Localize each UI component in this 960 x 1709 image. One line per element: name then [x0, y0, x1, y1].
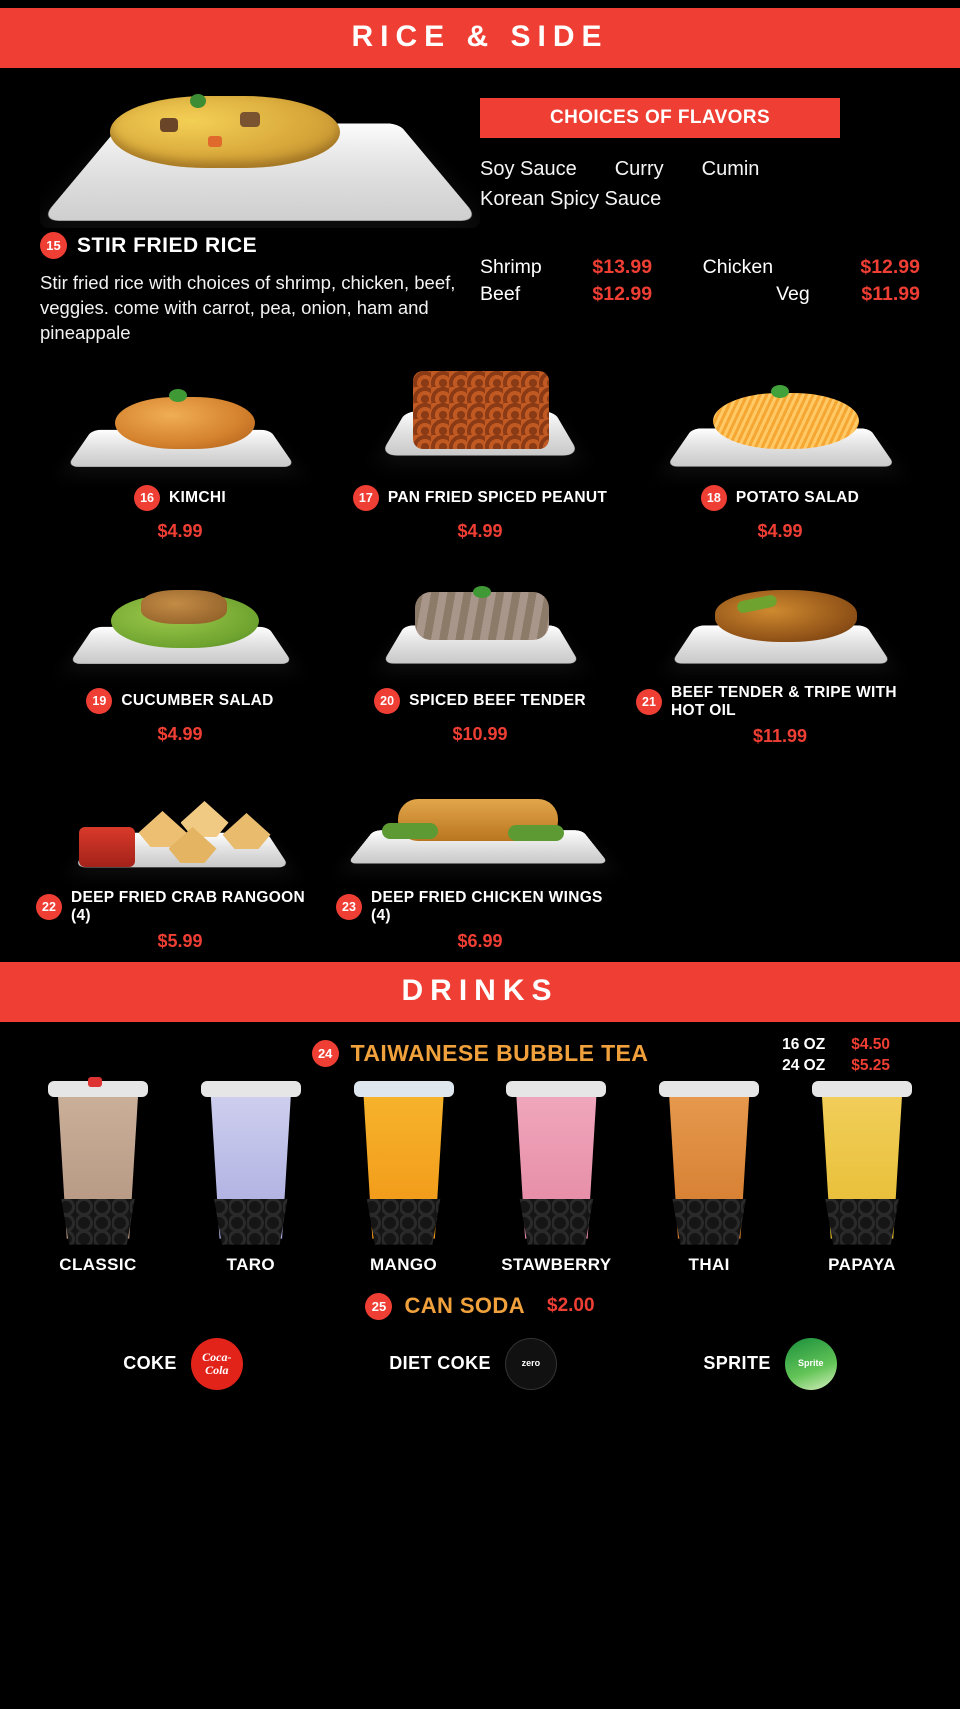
item-price: $4.99	[157, 724, 203, 745]
size-label-16oz: 16 OZ	[782, 1035, 826, 1053]
hero-price-grid	[480, 256, 920, 306]
price-value-veg: $11.99	[861, 283, 920, 305]
stir-fried-rice-photo	[40, 78, 480, 228]
flavor-option-cumin: Cumin	[701, 158, 760, 180]
item-price: $5.99	[157, 930, 203, 951]
price-value-shrimp: $13.99	[592, 256, 653, 278]
potato-salad-photo	[636, 355, 924, 475]
item-number-badge: 24	[312, 1040, 339, 1067]
item-price: $11.99	[752, 725, 808, 746]
bubble-tea-stawberry	[486, 1077, 626, 1275]
item-price: $4.99	[157, 521, 203, 542]
item-name: DEEP FRIED CHICKEN WINGS (4)	[371, 888, 603, 924]
section-banner-rice: RICE & SIDE	[0, 8, 960, 68]
menu-page	[0, 8, 960, 1709]
hero-item-description: Stir fried rice with choices of shrimp, chicken, beef, veggies. come with carrot, pea, onion, ham and pineappale	[40, 272, 456, 343]
chicken-wings-photo	[336, 763, 624, 883]
kimchi-photo	[36, 355, 324, 475]
coke-zero-logo-icon: zero	[505, 1338, 557, 1390]
item-name: CUCUMBER SALAD	[121, 692, 274, 710]
size-label-24oz: 24 OZ	[782, 1056, 826, 1074]
sprite-logo-icon: Sprite	[785, 1338, 837, 1390]
bubble-tea-mango	[334, 1077, 474, 1275]
item-number-badge: 20	[374, 688, 400, 714]
can-soda-price: $2.00	[547, 1295, 595, 1317]
flavor-label: CLASSIC	[59, 1254, 137, 1274]
bubble-tea-papaya	[792, 1077, 932, 1275]
hero-left-column	[40, 78, 480, 345]
bubble-tea-classic	[28, 1077, 168, 1275]
classic-cup-icon	[48, 1077, 148, 1245]
item-number-badge: 15	[40, 232, 67, 259]
menu-item-kimchi	[30, 351, 330, 552]
item-price: $4.99	[457, 521, 503, 542]
beef-tripe-photo	[636, 558, 924, 678]
cucumber-salad-photo	[36, 558, 324, 678]
soda-name: DIET COKE	[389, 1353, 491, 1374]
can-soda-title: CAN SODA	[404, 1293, 525, 1319]
menu-item-deep-fried-chicken-wings	[330, 759, 630, 962]
empty-cell	[630, 759, 930, 962]
can-soda-header	[0, 1293, 960, 1320]
menu-item-deep-fried-crab-rangoon	[30, 759, 330, 962]
flavor-option-korean-spicy-sauce: Korean Spicy Sauce	[480, 188, 662, 210]
item-number-badge: 19	[86, 688, 112, 714]
price-value-beef: $12.99	[592, 283, 653, 305]
stawberry-cup-icon	[506, 1077, 606, 1245]
flavor-label: THAI	[688, 1254, 730, 1274]
item-price: $10.99	[452, 724, 508, 745]
item-name: PAN FRIED SPICED PEANUT	[387, 489, 608, 507]
side-items-grid	[0, 345, 960, 961]
soda-name: COKE	[123, 1353, 177, 1374]
can-soda-options	[0, 1338, 960, 1404]
coke-logo-icon: Coca-Cola	[191, 1338, 243, 1390]
price-label-beef: Beef	[480, 283, 521, 305]
spiced-beef-tender-photo	[336, 558, 624, 678]
price-label-veg: Veg	[776, 283, 810, 305]
flavor-label: TARO	[226, 1254, 276, 1274]
flavors-list	[480, 154, 880, 214]
bubble-tea-title: TAIWANESE BUBBLE TEA	[350, 1039, 649, 1066]
bubble-tea-thai	[639, 1077, 779, 1275]
flavor-option-curry: Curry	[614, 158, 664, 180]
item-number-badge: 17	[353, 485, 379, 511]
item-number-badge: 18	[701, 485, 727, 511]
crab-rangoon-photo	[36, 763, 324, 883]
item-name: SPICED BEEF TENDER	[409, 692, 586, 710]
item-number-badge: 16	[134, 485, 160, 511]
item-number-badge: 22	[36, 894, 62, 920]
hero-item-name: STIR FRIED RICE	[77, 233, 258, 257]
item-name: POTATO SALAD	[735, 489, 860, 507]
mango-cup-icon	[354, 1077, 454, 1245]
bubble-tea-flavors	[0, 1067, 960, 1275]
bubble-tea-size-prices	[782, 1036, 890, 1075]
flavors-header: CHOICES OF FLAVORS	[480, 98, 840, 138]
section-banner-drinks: DRINKS	[0, 962, 960, 1022]
size-price-16oz: $4.50	[851, 1035, 890, 1053]
size-price-24oz: $5.25	[851, 1056, 890, 1074]
menu-item-cucumber-salad	[30, 554, 330, 757]
menu-item-spiced-beef-tender	[330, 554, 630, 757]
flavor-option-soy-sauce: Soy Sauce	[480, 158, 577, 180]
soda-option-coke	[123, 1338, 243, 1390]
menu-item-potato-salad	[630, 351, 930, 552]
hero-stir-fried-rice	[0, 68, 960, 345]
peanut-photo	[336, 355, 624, 475]
item-number-badge: 23	[336, 894, 362, 920]
price-label-chicken: Chicken	[702, 256, 774, 278]
item-price: $6.99	[457, 930, 503, 951]
flavor-label: PAPAYA	[828, 1254, 896, 1274]
flavor-label: MANGO	[370, 1254, 438, 1274]
price-label-shrimp: Shrimp	[480, 256, 542, 278]
hero-title-row	[40, 232, 480, 259]
bubble-tea-header	[0, 1022, 960, 1074]
drinks-section	[0, 1022, 960, 1410]
flavor-label: STAWBERRY	[501, 1254, 612, 1274]
hero-right-column	[480, 78, 920, 345]
soda-option-sprite	[703, 1338, 836, 1390]
item-number-badge: 25	[365, 1293, 392, 1320]
taro-cup-icon	[201, 1077, 301, 1245]
item-name: DEEP FRIED CRAB RANGOON (4)	[71, 888, 305, 924]
item-number-badge: 21	[636, 689, 662, 715]
thai-cup-icon	[659, 1077, 759, 1245]
item-price: $4.99	[757, 521, 803, 542]
item-name: BEEF TENDER & TRIPE WITH HOT OIL	[671, 684, 897, 720]
soda-name: SPRITE	[703, 1353, 771, 1374]
item-name: KIMCHI	[169, 489, 226, 507]
bubble-tea-taro	[181, 1077, 321, 1275]
menu-item-beef-tender-tripe-hot-oil	[630, 554, 930, 757]
soda-option-diet-coke	[389, 1338, 557, 1390]
price-value-chicken: $12.99	[860, 256, 920, 278]
menu-item-pan-fried-spiced-peanut	[330, 351, 630, 552]
papaya-cup-icon	[812, 1077, 912, 1245]
